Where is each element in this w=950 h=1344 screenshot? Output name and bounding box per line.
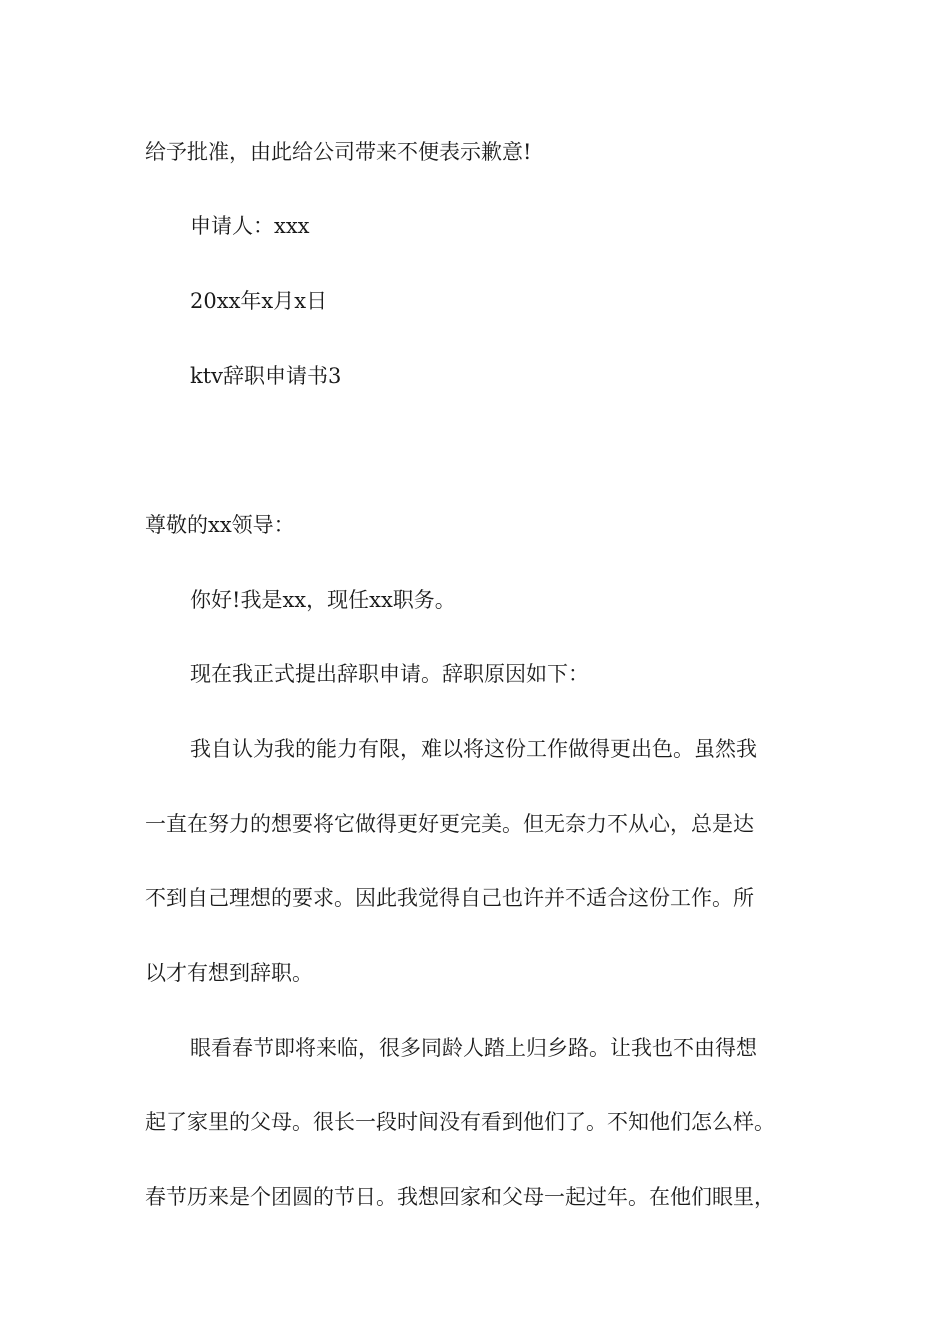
text-line-reason-1: 我自认为我的能力有限，难以将这份工作做得更出色。虽然我 bbox=[190, 737, 757, 761]
text-line-reason-4: 以才有想到辞职。 bbox=[145, 961, 313, 985]
text-line-intro: 现在我正式提出辞职申请。辞职原因如下： bbox=[190, 662, 589, 686]
text-line-reason-2: 一直在努力的想要将它做得更好更完美。但无奈力不从心，总是达 bbox=[145, 812, 754, 836]
text-line-applicant: 申请人：xxx bbox=[190, 214, 310, 238]
text-line-holiday-3: 春节历来是个团圆的节日。我想回家和父母一起过年。在他们眼里， bbox=[145, 1185, 775, 1209]
text-line-holiday-1: 眼看春节即将来临，很多同龄人踏上归乡路。让我也不由得想 bbox=[190, 1036, 757, 1060]
text-line-greeting: 你好!我是xx，现任xx职务。 bbox=[190, 588, 456, 612]
text-line-salutation: 尊敬的xx领导： bbox=[145, 513, 295, 537]
text-line-reason-3: 不到自己理想的要求。因此我觉得自己也许并不适合这份工作。所 bbox=[145, 886, 754, 910]
text-line-apology: 给予批准，由此给公司带来不便表示歉意! bbox=[145, 140, 532, 164]
text-line-holiday-2: 起了家里的父母。很长一段时间没有看到他们了。不知他们怎么样。 bbox=[145, 1110, 775, 1134]
section-heading: ktv辞职申请书3 bbox=[190, 364, 342, 388]
text-line-date: 20xx年x月x日 bbox=[190, 289, 328, 313]
